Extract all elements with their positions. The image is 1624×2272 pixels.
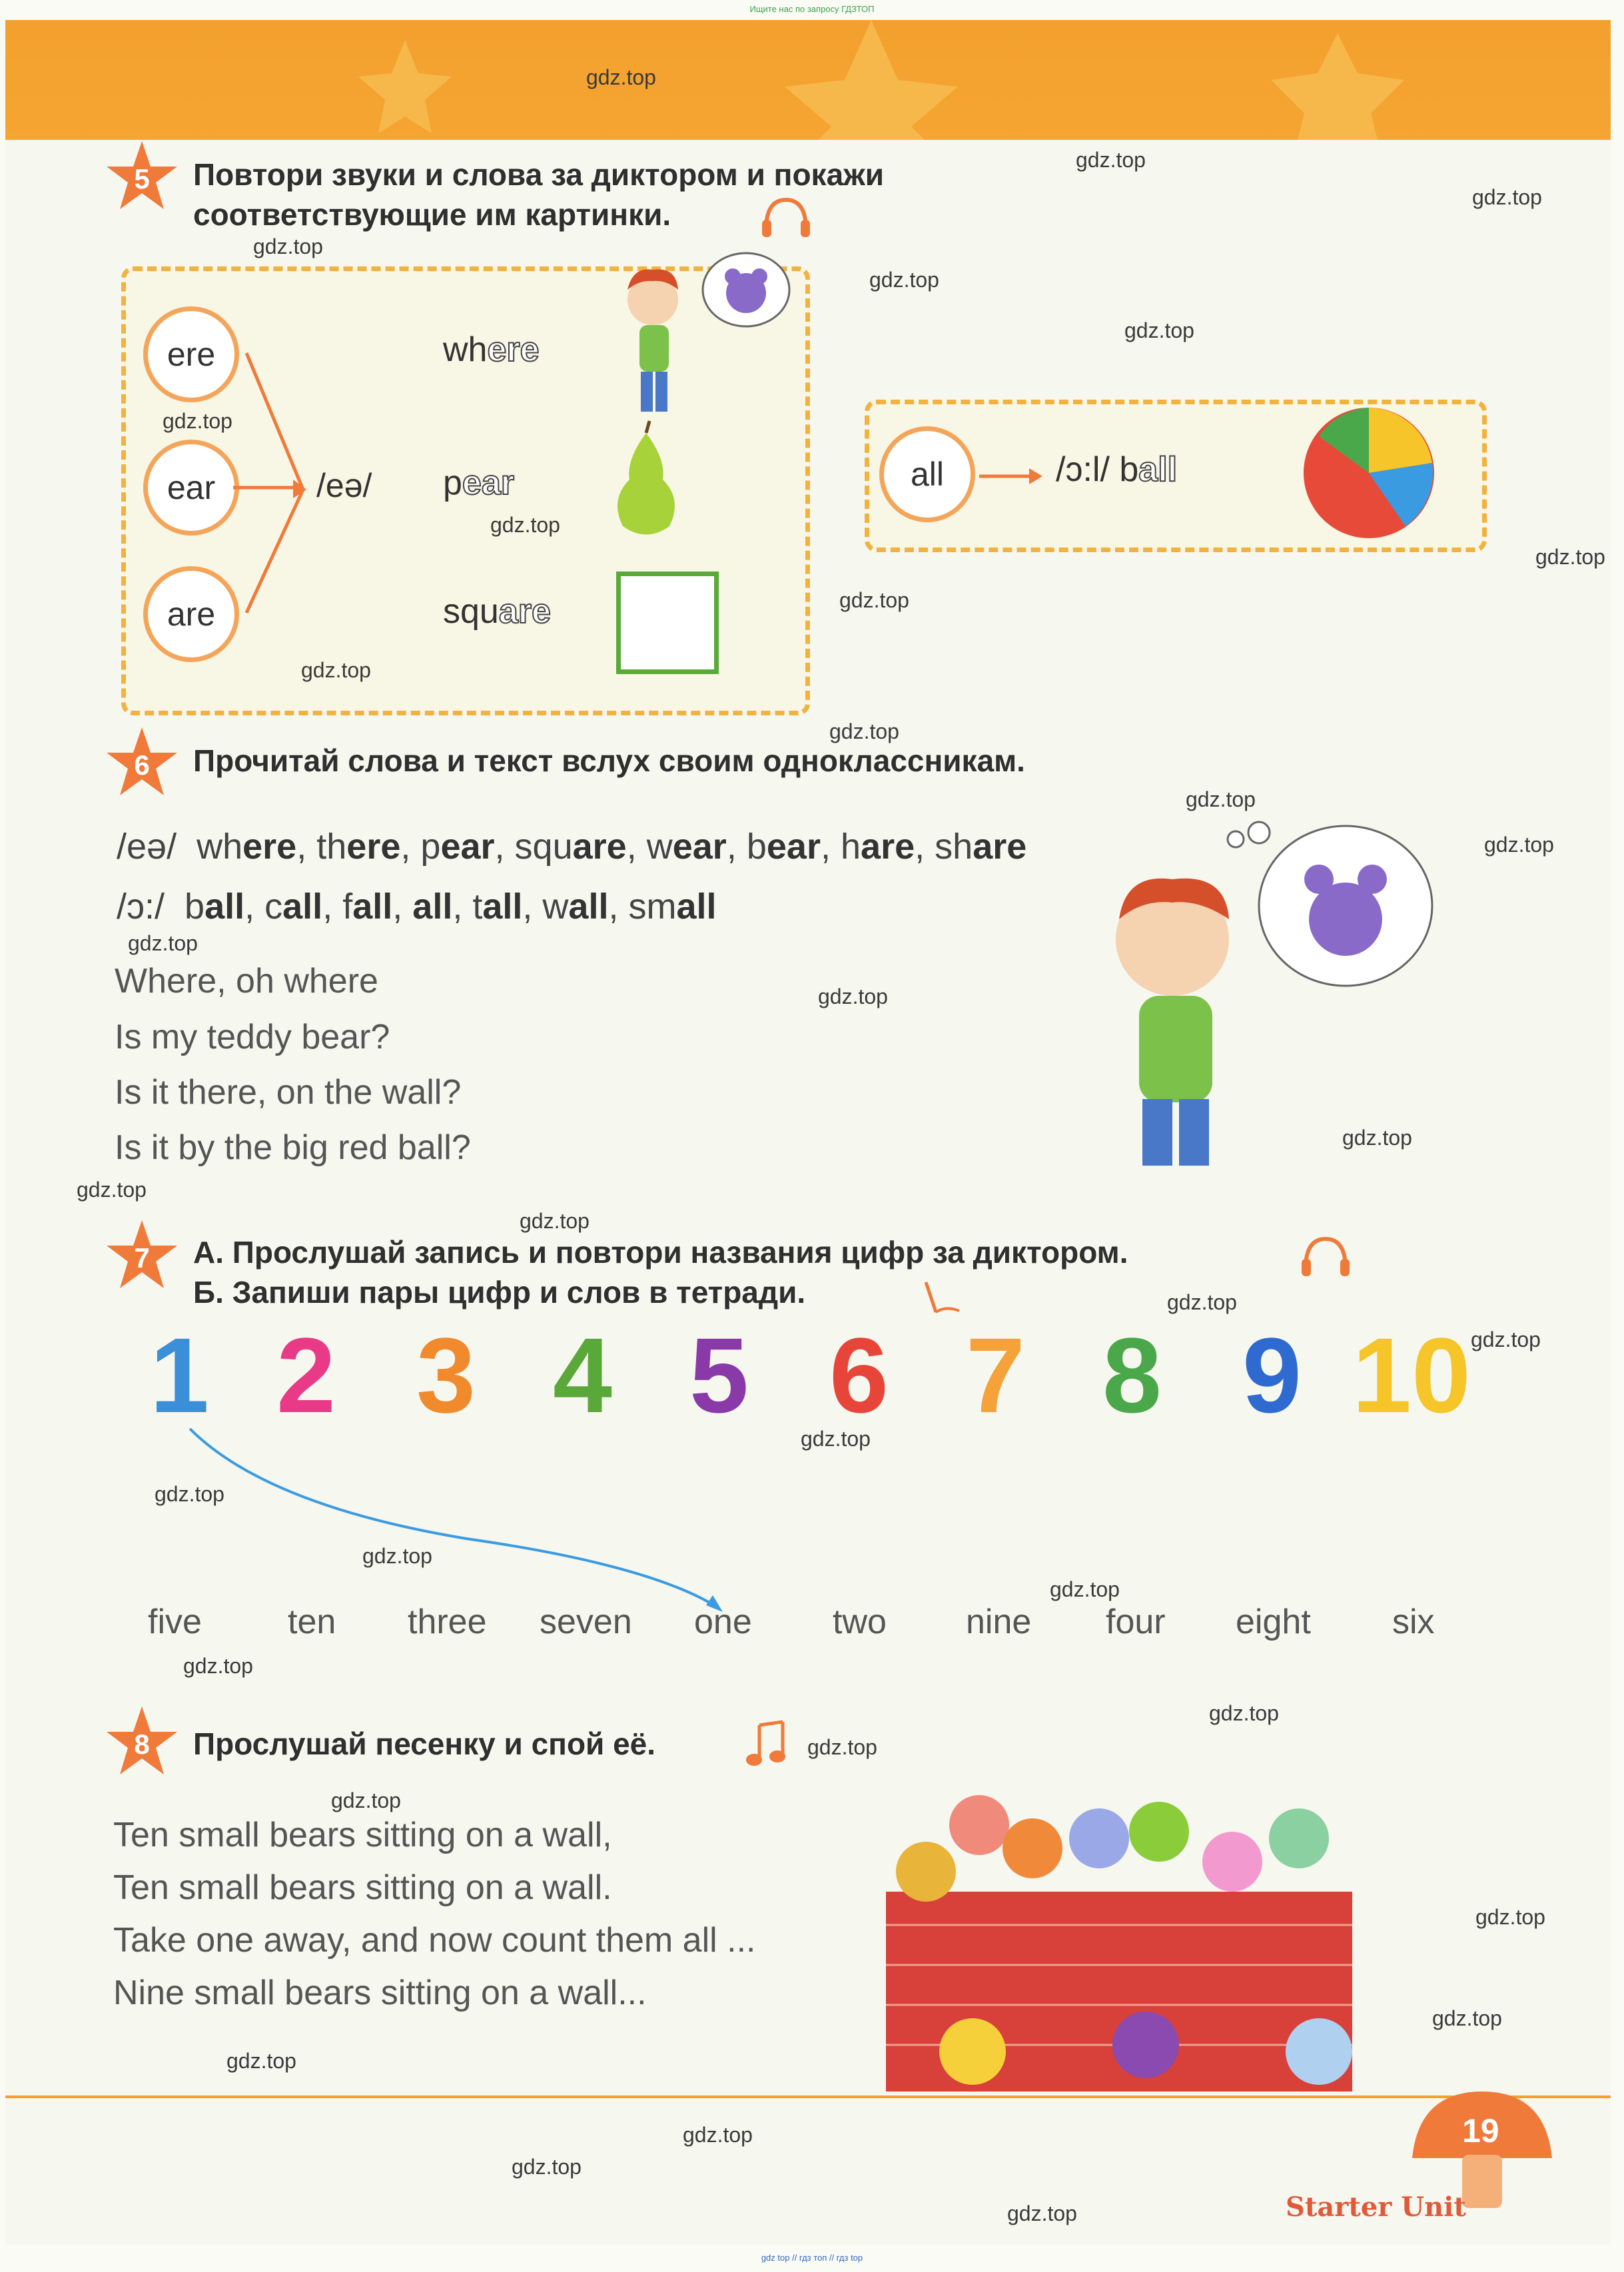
- phoneme-ea: /eə/: [316, 467, 372, 504]
- song-line-1: Ten small bears sitting on a wall,: [113, 1816, 612, 1854]
- watermark-text: gdz.top: [1209, 1701, 1279, 1725]
- reading-word: square: [514, 827, 627, 867]
- number-word-eight: eight: [1236, 1603, 1311, 1641]
- reading-word: pear: [420, 827, 495, 867]
- poem-line-3: Is it there, on the wall?: [115, 1073, 462, 1112]
- arrows-to-phoneme: [233, 346, 313, 633]
- watermark-text: gdz.top: [1186, 787, 1256, 811]
- reading-word: all: [412, 887, 453, 927]
- watermark-text: gdz.top: [183, 1654, 253, 1678]
- number-word-one: one: [694, 1603, 752, 1641]
- watermark-text: gdz.top: [683, 2123, 753, 2147]
- watermark-text: gdz.top: [1342, 1126, 1412, 1150]
- exercise-8-star: 8: [105, 1705, 179, 1778]
- reading-word: bear: [746, 827, 821, 867]
- reading-word: hare: [841, 827, 915, 867]
- watermark-text: gdz.top: [818, 984, 888, 1008]
- number-word-three: three: [408, 1603, 487, 1641]
- reading-word: wear: [646, 827, 727, 867]
- square-illustration: [616, 571, 719, 674]
- song-line-3: Take one away, and now count them all ...: [113, 1921, 756, 1960]
- reading-word: there: [316, 827, 401, 867]
- matching-line: [187, 1425, 733, 1619]
- footer-line: [5, 2095, 1611, 2098]
- watermark-text: gdz.top: [869, 268, 939, 292]
- boy-thinking-illustration: [613, 240, 799, 426]
- reading-word: wall: [542, 887, 609, 927]
- headphones-icon-2: [1299, 1232, 1352, 1279]
- watermark-text: gdz.top: [1076, 148, 1146, 172]
- exercise-7-title: А. Прослушай запись и повтори названия цифр за диктором. Б. Запиши пары цифр и слов в тетради.: [193, 1235, 1128, 1310]
- song-line-4: Nine small bears sitting on a wall...: [113, 1974, 647, 2012]
- watermark-text: gdz.top: [301, 658, 371, 682]
- watermark-text: gdz.top: [1471, 1327, 1541, 1351]
- ball-phoneme-word: /ɔ:l/ ball: [1056, 450, 1178, 489]
- reading-word: tall: [472, 887, 523, 927]
- song-line-2: Ten small bears sitting on a wall.: [113, 1868, 612, 1907]
- poem-line-1: Where, oh where: [115, 962, 378, 1000]
- watermark-text: gdz.top: [1432, 2006, 1502, 2030]
- watermark-text: gdz.top: [586, 65, 656, 89]
- watermark-text: gdz.top: [1535, 545, 1605, 569]
- watermark-text: gdz.top: [1007, 2201, 1077, 2225]
- ball-illustration: [1299, 403, 1439, 543]
- banner-stars-decoration: [5, 20, 1611, 140]
- poem-line-4: Is it by the big red ball?: [115, 1128, 471, 1167]
- digit-1: 1: [150, 1316, 209, 1435]
- top-note: Ищите нас по запросу ГДЗТОП: [749, 4, 875, 14]
- digit-3: 3: [416, 1316, 476, 1435]
- number-word-nine: nine: [966, 1603, 1032, 1641]
- word-pear: pear: [443, 464, 514, 502]
- watermark-text: gdz.top: [807, 1735, 877, 1759]
- digit-4: 4: [553, 1316, 612, 1435]
- watermark-text: gdz.top: [331, 1788, 401, 1812]
- spelling-ear: ear: [143, 440, 239, 536]
- headphones-icon: [759, 193, 813, 240]
- watermark-text: gdz.top: [490, 513, 560, 537]
- unit-label: Starter Unit: [1286, 2191, 1466, 2223]
- number-word-four: four: [1106, 1603, 1166, 1641]
- watermark-text: gdz.top: [226, 2049, 296, 2073]
- reading-word: ball: [185, 887, 245, 927]
- word-row-ea: /eə/ where, there, pear, square, wear, bear, hare, share: [117, 827, 1027, 867]
- watermark-text: gdz.top: [362, 1544, 432, 1568]
- number-word-seven: seven: [540, 1603, 632, 1641]
- digit-8: 8: [1102, 1316, 1162, 1435]
- watermark-text: gdz.top: [1484, 833, 1554, 857]
- watermark-text: gdz.top: [1050, 1577, 1120, 1601]
- top-banner: [5, 20, 1611, 140]
- reading-word: small: [628, 887, 717, 927]
- page-number: 19: [1462, 2112, 1499, 2149]
- poem-line-2: Is my teddy bear?: [115, 1018, 390, 1056]
- bears-on-wall-illustration: [826, 1758, 1412, 2105]
- pencil-icon: [919, 1279, 966, 1319]
- watermark-text: gdz.top: [1167, 1290, 1237, 1314]
- reading-word: fall: [342, 887, 393, 927]
- watermark-text: gdz.top: [801, 1427, 871, 1451]
- bottom-note: gdz top // гдз топ // гдз top: [761, 2253, 863, 2263]
- digit-10: 10: [1352, 1316, 1471, 1435]
- digit-7: 7: [966, 1316, 1025, 1435]
- digit-9: 9: [1242, 1316, 1302, 1435]
- number-word-two: two: [833, 1603, 887, 1641]
- watermark-text: gdz.top: [1124, 318, 1194, 342]
- watermark-text: gdz.top: [163, 409, 232, 433]
- exercise-6-title: Прочитай слова и текст вслух своим одноклассникам.: [193, 743, 1025, 778]
- watermark-text: gdz.top: [128, 931, 198, 955]
- digit-5: 5: [689, 1316, 749, 1435]
- watermark-text: gdz.top: [512, 2155, 582, 2179]
- watermark-text: gdz.top: [839, 588, 909, 612]
- spelling-are: are: [143, 566, 239, 662]
- number-word-five: five: [148, 1603, 202, 1641]
- number-word-ten: ten: [288, 1603, 336, 1641]
- watermark-text: gdz.top: [1475, 1905, 1545, 1929]
- watermark-text: gdz.top: [77, 1178, 147, 1202]
- watermark-text: gdz.top: [520, 1209, 590, 1233]
- reading-word: where: [197, 827, 297, 867]
- digit-2: 2: [276, 1316, 336, 1435]
- arrow-to-phoneme-ol: [979, 463, 1046, 490]
- exercise-7-star: 7: [105, 1219, 179, 1292]
- word-row-o: /ɔ:/ ball, call, fall, all, tall, wall, small: [117, 887, 717, 927]
- watermark-text: gdz.top: [1472, 185, 1542, 209]
- reading-word: share: [935, 827, 1027, 867]
- spelling-all: all: [879, 426, 975, 522]
- exercise-5-title: Повтори звуки и слова за диктором и покажи соответствующие им картинки.: [193, 157, 885, 232]
- number-word-six: six: [1392, 1603, 1435, 1641]
- spelling-ere: ere: [143, 306, 239, 402]
- digit-6: 6: [829, 1316, 889, 1435]
- watermark-text: gdz.top: [253, 234, 323, 258]
- watermark-text: gdz.top: [829, 719, 899, 743]
- music-note-icon: [746, 1718, 793, 1772]
- word-square: square: [443, 592, 551, 631]
- exercise-5-star: 5: [105, 140, 179, 213]
- boy-teddy-illustration: [1066, 819, 1439, 1179]
- pear-illustration: [603, 420, 689, 540]
- watermark-text: gdz.top: [155, 1482, 224, 1506]
- exercise-8-title: Прослушай песенку и спой её.: [193, 1726, 656, 1761]
- exercise-6-star: 6: [105, 726, 179, 799]
- word-where: where: [443, 330, 540, 369]
- reading-word: call: [264, 887, 323, 927]
